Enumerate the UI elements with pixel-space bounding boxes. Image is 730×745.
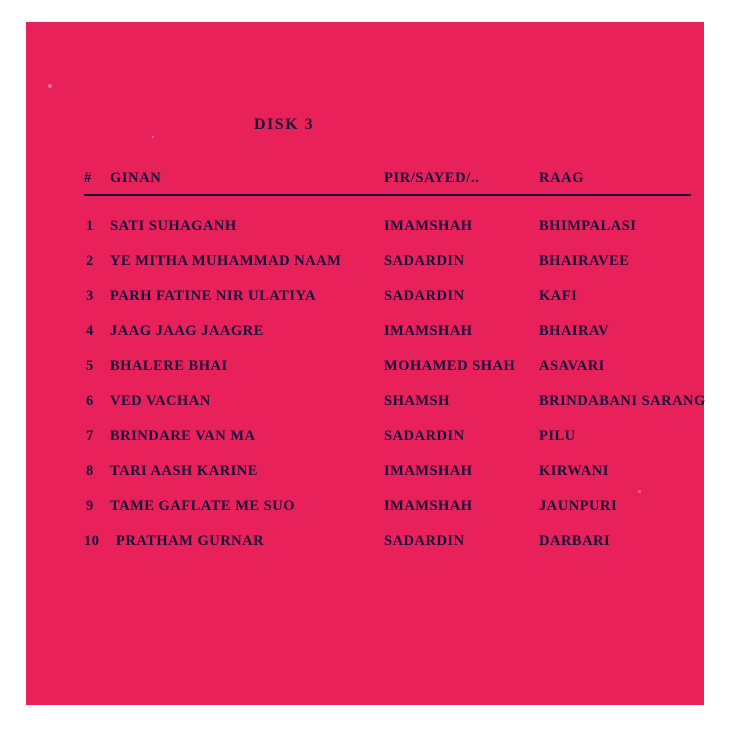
table-row [84, 496, 694, 531]
disk-track-listing-card [26, 22, 704, 705]
cell-raag: BHAIRAVEE [539, 253, 630, 269]
cell-raag: KAFI [539, 288, 578, 304]
cell-number: 6 [86, 393, 94, 409]
cell-pir: SADARDIN [384, 428, 465, 444]
cell-number: 3 [86, 288, 94, 304]
header-underline [84, 194, 691, 196]
cell-raag: DARBARI [539, 533, 611, 549]
column-header-pir: PIR/SAYED/.. [384, 170, 480, 186]
cell-pir: IMAMSHAH [384, 323, 473, 339]
table-row [84, 286, 694, 321]
paper-speck [48, 84, 52, 88]
cell-number: 8 [86, 463, 94, 479]
cell-pir: IMAMSHAH [384, 463, 473, 479]
cell-pir: IMAMSHAH [384, 498, 473, 514]
table-row [84, 216, 694, 251]
cell-number: 9 [86, 498, 94, 514]
column-header-number: # [84, 170, 92, 186]
cell-ginan: BRINDARE VAN MA [110, 428, 256, 444]
cell-number: 2 [86, 253, 94, 269]
cell-ginan: SATI SUHAGANH [110, 218, 237, 234]
cell-number: 1 [86, 218, 94, 234]
cell-pir: SADARDIN [384, 288, 465, 304]
cell-pir: IMAMSHAH [384, 218, 473, 234]
cell-raag: BRINDABANI SARANG [539, 393, 706, 409]
table-row [84, 426, 694, 461]
cell-number: 4 [86, 323, 94, 339]
table-row [84, 251, 694, 286]
cell-ginan: JAAG JAAG JAAGRE [110, 323, 264, 339]
cell-ginan: BHALERE BHAI [110, 358, 228, 374]
table-header-row [84, 170, 694, 192]
cell-raag: ASAVARI [539, 358, 605, 374]
table-row [84, 321, 694, 356]
cell-ginan: PARH FATINE NIR ULATIYA [110, 288, 317, 304]
cell-pir: MOHAMED SHAH [384, 358, 516, 374]
cell-raag: JAUNPURI [539, 498, 618, 514]
cell-pir: SADARDIN [384, 533, 465, 549]
paper-speck [152, 136, 154, 138]
cell-number: 7 [86, 428, 94, 444]
cell-ginan: PRATHAM GURNAR [116, 533, 265, 549]
cell-pir: SHAMSH [384, 393, 450, 409]
cell-number: 10 [84, 533, 100, 549]
cell-pir: SADARDIN [384, 253, 465, 269]
cell-raag: BHAIRAV [539, 323, 610, 339]
page-title: DISK 3 [254, 116, 315, 133]
cell-raag: PILU [539, 428, 576, 444]
cell-ginan: TAME GAFLATE ME SUO [110, 498, 295, 514]
cell-ginan: VED VACHAN [110, 393, 211, 409]
cell-ginan: TARI AASH KARINE [110, 463, 258, 479]
table-row [84, 461, 694, 496]
column-header-raag: RAAG [539, 170, 585, 186]
column-header-ginan: GINAN [110, 170, 162, 186]
cell-raag: BHIMPALASI [539, 218, 637, 234]
table-row [84, 391, 706, 426]
table-row [84, 356, 694, 391]
track-list [84, 216, 706, 566]
cell-ginan: YE MITHA MUHAMMAD NAAM [110, 253, 342, 269]
table-row [84, 531, 694, 566]
cell-raag: KIRWANI [539, 463, 609, 479]
cell-number: 5 [86, 358, 94, 374]
